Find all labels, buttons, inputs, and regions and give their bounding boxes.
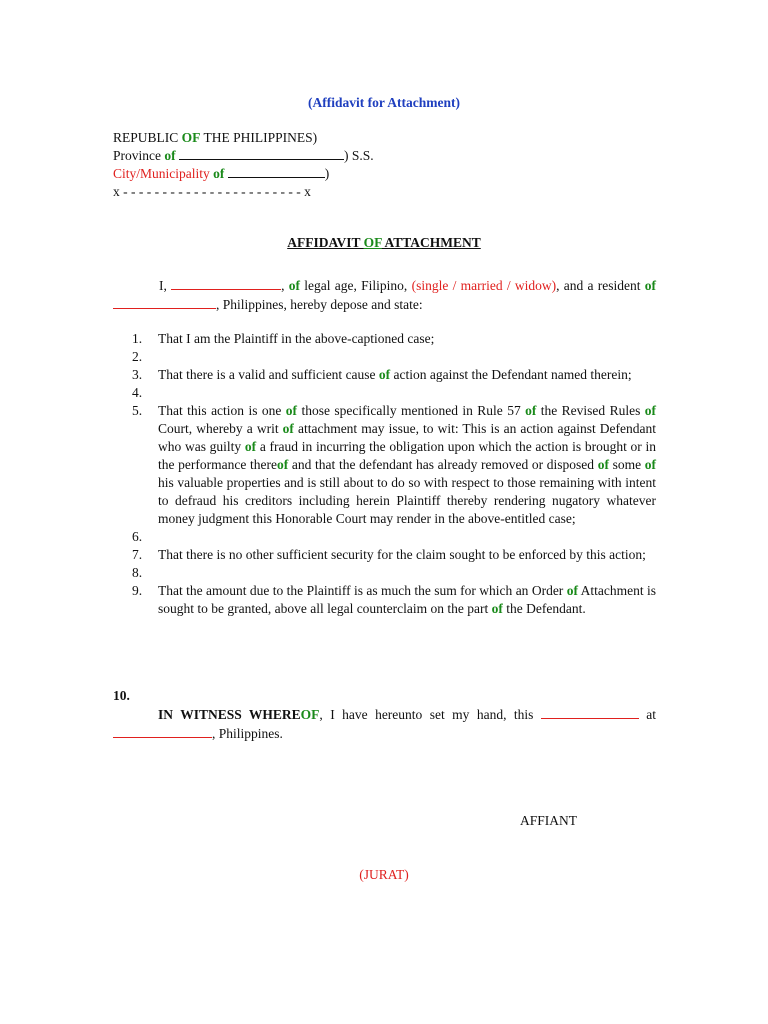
name-blank[interactable]: [171, 279, 281, 290]
caption-city-line: City/Municipality of ): [113, 166, 330, 181]
caption-province-line: Province of ) S.S.: [113, 148, 374, 163]
list-item-number: 3.: [132, 367, 143, 382]
list-item-text: That I am the Plaintiff in the above-captioned case;: [158, 331, 435, 346]
date-blank[interactable]: [541, 708, 639, 719]
list-item: [113, 582, 656, 618]
list-item-text: [158, 348, 656, 366]
list-item-text: That this action is one of those specifically mentioned in Rule 57 of the Revised Rules of Court, whereby a writ of attachment may issue, to wit: This is an action against Defendant who was guilty of a fraud in incurring the obligation upon which the action is brought or in the performance thereof and that the defendant has already removed or disposed of some of his valuable properties and is still about to do so with respect to those remaining with intent to defraud his creditors including herein Plaintiff thereby rendering nugatory whatever money judgment this Honorable Court may render in the above-entitled case;: [158, 403, 657, 526]
civil-status-options: (single / married / widow): [411, 278, 557, 293]
affiant-signature-label: AFFIANT: [520, 813, 578, 828]
list-item-text: [158, 528, 656, 546]
jurat-label: (JURAT): [359, 867, 409, 882]
list-item: [113, 564, 656, 582]
list-item-number: 9.: [132, 583, 143, 598]
list-item-number: 1.: [132, 331, 143, 346]
list-item-text: That the amount due to the Plaintiff is as much the sum for which an Order of Attachment is sought to be granted, above all legal counterclaim on the part of the Defendant.: [158, 583, 656, 616]
list-item-number: 6.: [132, 529, 143, 544]
list-item-text: That there is no other sufficient security for the claim sought to be enforced by this action;: [158, 547, 646, 562]
list-item-number: 5.: [132, 403, 143, 418]
witness-paragraph: IN WITNESS WHEREOF, I have hereunto set my hand, this at , Philippines.: [113, 706, 656, 743]
province-blank[interactable]: [179, 149, 344, 160]
case-caption: [113, 129, 374, 201]
caption-divider: x - - - - - - - - - - - - - - - - - - - - - - - x: [113, 184, 311, 199]
document-heading: (Affidavit for Attachment): [308, 95, 460, 110]
list-item-text: [158, 564, 656, 582]
caption-republic-line: REPUBLIC OF THE PHILIPPINES): [113, 130, 318, 145]
list-item-text: [158, 384, 656, 402]
list-item-number: 2.: [132, 349, 143, 364]
list-item: [113, 348, 656, 366]
list-item-number: 4.: [132, 385, 143, 400]
city-blank[interactable]: [228, 167, 325, 178]
list-item: [113, 366, 656, 384]
list-item: [113, 528, 656, 546]
intro-paragraph: I, , of legal age, Filipino, (single / married / widow), and a resident of , Philippines, hereby depose and state:: [113, 277, 656, 314]
list-item-text: That there is a valid and sufficient cause of action against the Defendant named therein;: [158, 367, 632, 382]
item-number-10: 10.: [113, 688, 130, 703]
affidavit-title: AFFIDAVIT OF ATTACHMENT: [287, 235, 481, 250]
list-item: [113, 384, 656, 402]
list-item: [113, 330, 656, 348]
list-item: [113, 402, 656, 528]
list-item-number: 8.: [132, 565, 143, 580]
list-item: [113, 546, 656, 564]
allegations-list: [113, 330, 656, 618]
place-blank[interactable]: [113, 727, 212, 738]
residence-blank[interactable]: [113, 298, 216, 309]
list-item-number: 7.: [132, 547, 143, 562]
